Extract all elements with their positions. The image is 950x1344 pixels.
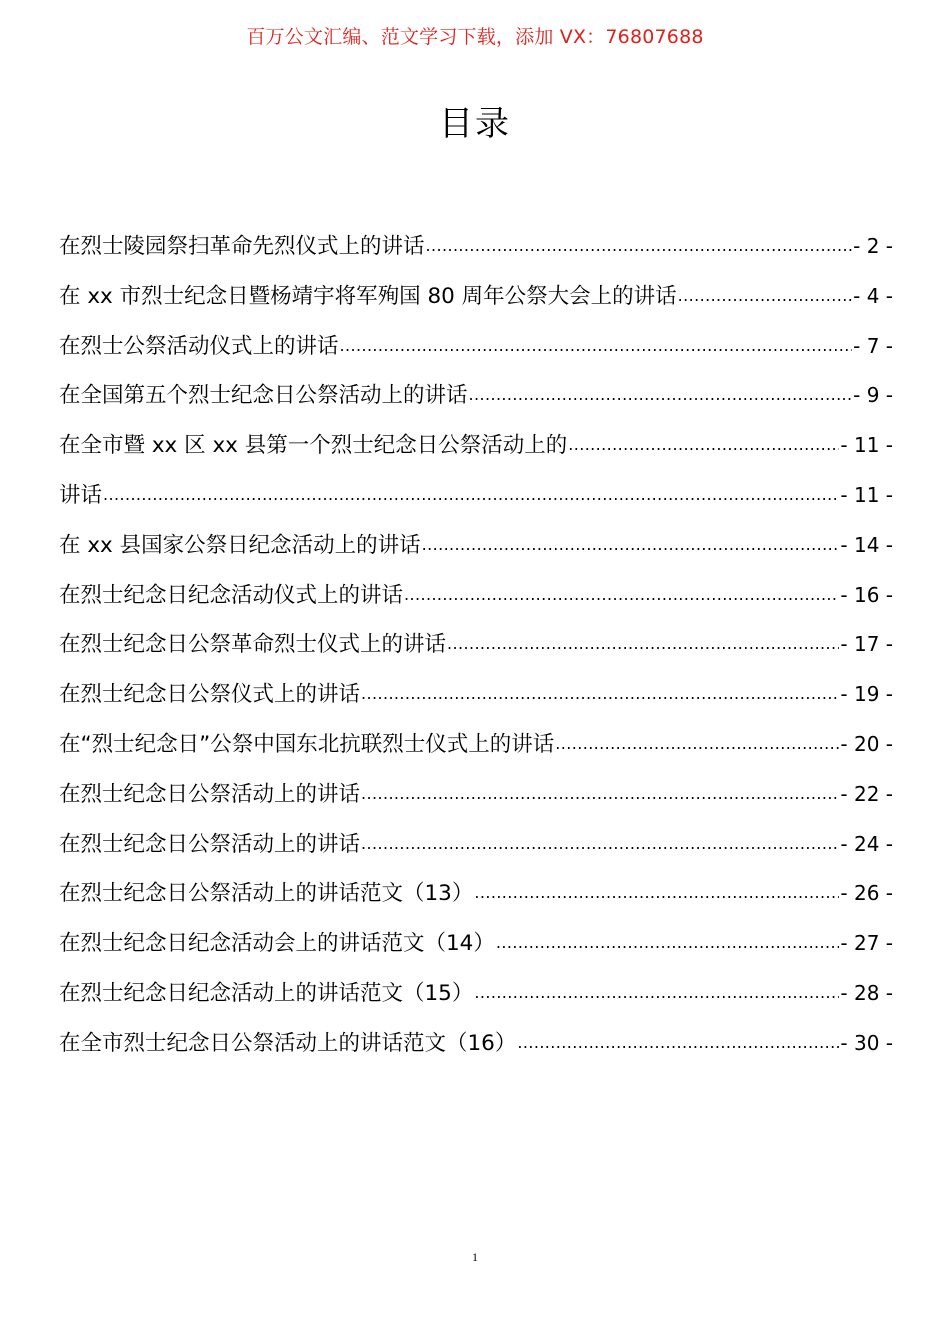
toc-dot-leader [446, 630, 839, 652]
toc-entry-title: 在 xx 县国家公祭日纪念活动上的讲话 [59, 532, 421, 558]
toc-entry-title: 在烈士公祭活动仪式上的讲话 [59, 333, 339, 359]
page-number: 1 [472, 1250, 478, 1264]
toc-entry-page: - 28 - [840, 980, 893, 1005]
toc-entry[interactable] [59, 471, 893, 521]
toc-entry-page: - 22 - [840, 781, 893, 806]
toc-entry[interactable] [59, 670, 893, 720]
toc-entry-page: - 11 - [840, 433, 893, 458]
toc-entry-title: 在“烈士纪念日”公祭中国东北抗联烈士仪式上的讲话 [59, 731, 555, 757]
toc-entry-page: - 27 - [840, 931, 893, 956]
toc-entry-title: 在全市暨 xx 区 xx 县第一个烈士纪念日公祭活动上的 [59, 433, 568, 459]
toc-dot-leader [473, 978, 839, 1000]
toc-dot-leader [421, 530, 840, 552]
toc-entry[interactable] [59, 322, 893, 372]
toc-entry-title: 在 xx 市烈士纪念日暨杨靖宇将军殉国 80 周年公祭大会上的讲话 [59, 283, 677, 309]
toc-entry-page: - 9 - [853, 383, 893, 408]
toc-entry[interactable] [59, 272, 893, 322]
toc-entry-page: - 17 - [840, 632, 893, 657]
toc-entry[interactable] [59, 969, 893, 1019]
toc-dot-leader [102, 480, 839, 502]
toc-entry-title: 在烈士纪念日纪念活动会上的讲话范文（14） [59, 931, 495, 957]
toc-entry[interactable] [59, 371, 893, 421]
toc-dot-leader [360, 829, 839, 851]
toc-entry[interactable] [59, 222, 893, 272]
toc-dot-leader [360, 779, 839, 801]
toc-entry-page: - 24 - [840, 831, 893, 856]
toc-dot-leader [495, 929, 840, 951]
toc-entry-title: 在烈士纪念日公祭活动上的讲话范文（13） [59, 881, 474, 907]
table-of-contents [59, 222, 893, 1069]
header-note: 百万公文汇编、范文学习下载，添加 VX：76807688 [246, 26, 704, 48]
toc-entry-page: - 14 - [840, 532, 893, 557]
toc-dot-leader [473, 879, 839, 901]
toc-dot-leader [567, 431, 839, 453]
toc-dot-leader [360, 680, 839, 702]
toc-entry[interactable] [59, 869, 893, 919]
document-title: 目录 [439, 104, 511, 144]
toc-entry-title: 在全国第五个烈士纪念日公祭活动上的讲话 [59, 383, 468, 409]
toc-entry-page: - 11 - [840, 482, 893, 507]
toc-entry-title: 在烈士纪念日公祭革命烈士仪式上的讲话 [59, 632, 447, 658]
toc-entry[interactable] [59, 620, 893, 670]
toc-entry[interactable] [59, 770, 893, 820]
toc-entry-title: 在烈士纪念日公祭仪式上的讲话 [59, 682, 361, 708]
toc-entry[interactable] [59, 421, 893, 471]
toc-entry-title: 在烈士陵园祭扫革命先烈仪式上的讲话 [59, 234, 425, 259]
toc-dot-leader [339, 331, 853, 353]
toc-entry[interactable] [59, 1019, 893, 1069]
toc-entry-page: - 30 - [840, 1030, 893, 1055]
toc-entry-title: 在烈士纪念日公祭活动上的讲话 [59, 781, 361, 807]
toc-dot-leader [677, 281, 852, 303]
toc-entry-page: - 7 - [853, 333, 893, 358]
toc-dot-leader [516, 1028, 839, 1050]
toc-entry[interactable] [59, 919, 893, 969]
toc-entry-title: 在烈士纪念日纪念活动仪式上的讲话 [59, 582, 404, 608]
toc-entry-title: 在烈士纪念日纪念活动上的讲话范文（15） [59, 980, 474, 1006]
toc-entry-title: 在烈士纪念日公祭活动上的讲话 [59, 831, 361, 857]
toc-entry-page: - 16 - [840, 582, 893, 607]
toc-entry-page: - 19 - [840, 682, 893, 707]
toc-entry[interactable] [59, 820, 893, 870]
toc-dot-leader [468, 381, 853, 403]
toc-entry-page: - 4 - [853, 283, 893, 308]
toc-dot-leader [403, 580, 839, 602]
toc-entry-title: 讲话 [59, 482, 103, 508]
toc-dot-leader [425, 232, 853, 254]
toc-entry[interactable] [59, 521, 893, 571]
toc-entry-page: - 20 - [840, 731, 893, 756]
toc-dot-leader [554, 729, 839, 751]
toc-entry[interactable] [59, 720, 893, 770]
toc-entry[interactable] [59, 571, 893, 621]
toc-entry-page: - 26 - [840, 881, 893, 906]
toc-entry-page: - 2 - [853, 234, 893, 258]
toc-entry-title: 在全市烈士纪念日公祭活动上的讲话范文（16） [59, 1030, 517, 1056]
